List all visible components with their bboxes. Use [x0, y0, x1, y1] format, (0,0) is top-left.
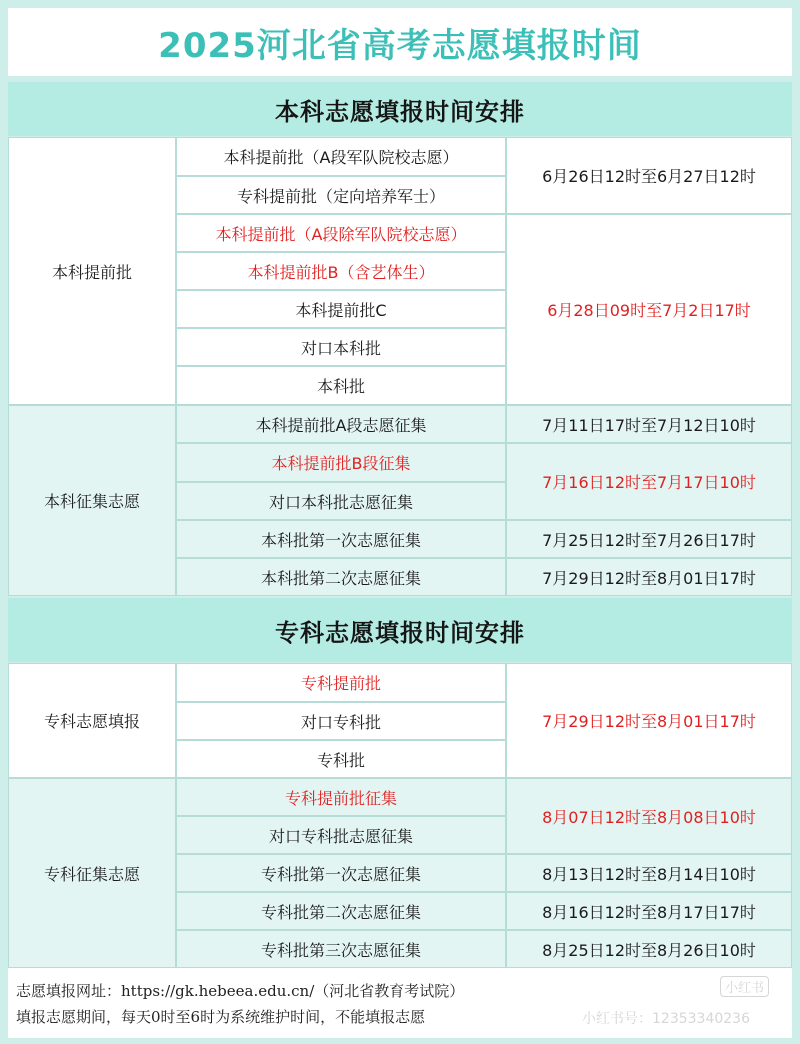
batch-cell: 本科提前批（A段军队院校志愿）: [176, 137, 506, 176]
batch-cell: 本科提前批A段志愿征集: [176, 405, 506, 443]
batch-cell-highlighted: 专科提前批: [176, 663, 506, 702]
section-heading-vocational: 专科志愿填报时间安排: [8, 598, 792, 662]
batch-cell: 本科批第一次志愿征集: [176, 520, 506, 558]
batch-cell: 对口本科批: [176, 328, 506, 366]
batch-cell: 专科批第二次志愿征集: [176, 892, 506, 930]
time-cell: 7月11日17时至7月12日10时: [506, 405, 792, 443]
category-cell: 本科征集志愿: [8, 405, 176, 596]
time-cell-highlighted: 8月07日12时至8月08日10时: [506, 778, 792, 854]
section-heading-undergraduate: 本科志愿填报时间安排: [8, 82, 792, 136]
time-cell-highlighted: 7月16日12时至7月17日10时: [506, 443, 792, 520]
batch-cell: 对口专科批志愿征集: [176, 816, 506, 854]
time-cell: 7月25日12时至7月26日17时: [506, 520, 792, 558]
time-cell-highlighted: 7月29日12时至8月01日17时: [506, 663, 792, 778]
batch-cell-highlighted: 专科提前批征集: [176, 778, 506, 816]
watermark-id: 小红书号：12353340236: [582, 1011, 750, 1027]
time-cell: 8月16日12时至8月17日17时: [506, 892, 792, 930]
batch-cell: 专科提前批（定向培养军士）: [176, 176, 506, 214]
time-cell: 8月13日12时至8月14日10时: [506, 854, 792, 892]
batch-cell: 对口本科批志愿征集: [176, 482, 506, 520]
batch-cell: 对口专科批: [176, 702, 506, 740]
batch-cell: 专科批第三次志愿征集: [176, 930, 506, 968]
batch-cell-highlighted: 本科提前批B（含艺体生）: [176, 252, 506, 290]
time-cell: 6月26日12时至6月27日12时: [506, 137, 792, 214]
footer-maintenance-line: 填报志愿期间，每天0时至6时为系统维护时间，不能填报志愿: [16, 1008, 426, 1026]
category-cell: 专科志愿填报: [8, 663, 176, 778]
time-cell: 8月25日12时至8月26日10时: [506, 930, 792, 968]
page-title: 2025河北省高考志愿填报时间: [8, 8, 792, 76]
batch-cell: 本科批第二次志愿征集: [176, 558, 506, 596]
batch-cell-highlighted: 本科提前批B段征集: [176, 443, 506, 482]
batch-cell: 本科提前批C: [176, 290, 506, 328]
category-cell: 专科征集志愿: [8, 778, 176, 968]
time-cell-highlighted: 6月28日09时至7月2日17时: [506, 214, 792, 405]
watermark-logo: 小红书: [720, 976, 769, 997]
time-cell: 7月29日12时至8月01日17时: [506, 558, 792, 596]
footer-website-line: 志愿填报网址：https://gk.hebeea.edu.cn/（河北省教育考试院）: [16, 982, 465, 1000]
batch-cell: 专科批: [176, 740, 506, 778]
batch-cell: 专科批第一次志愿征集: [176, 854, 506, 892]
batch-cell-highlighted: 本科提前批（A段除军队院校志愿）: [176, 214, 506, 252]
batch-cell: 本科批: [176, 366, 506, 405]
category-cell: 本科提前批: [8, 137, 176, 405]
